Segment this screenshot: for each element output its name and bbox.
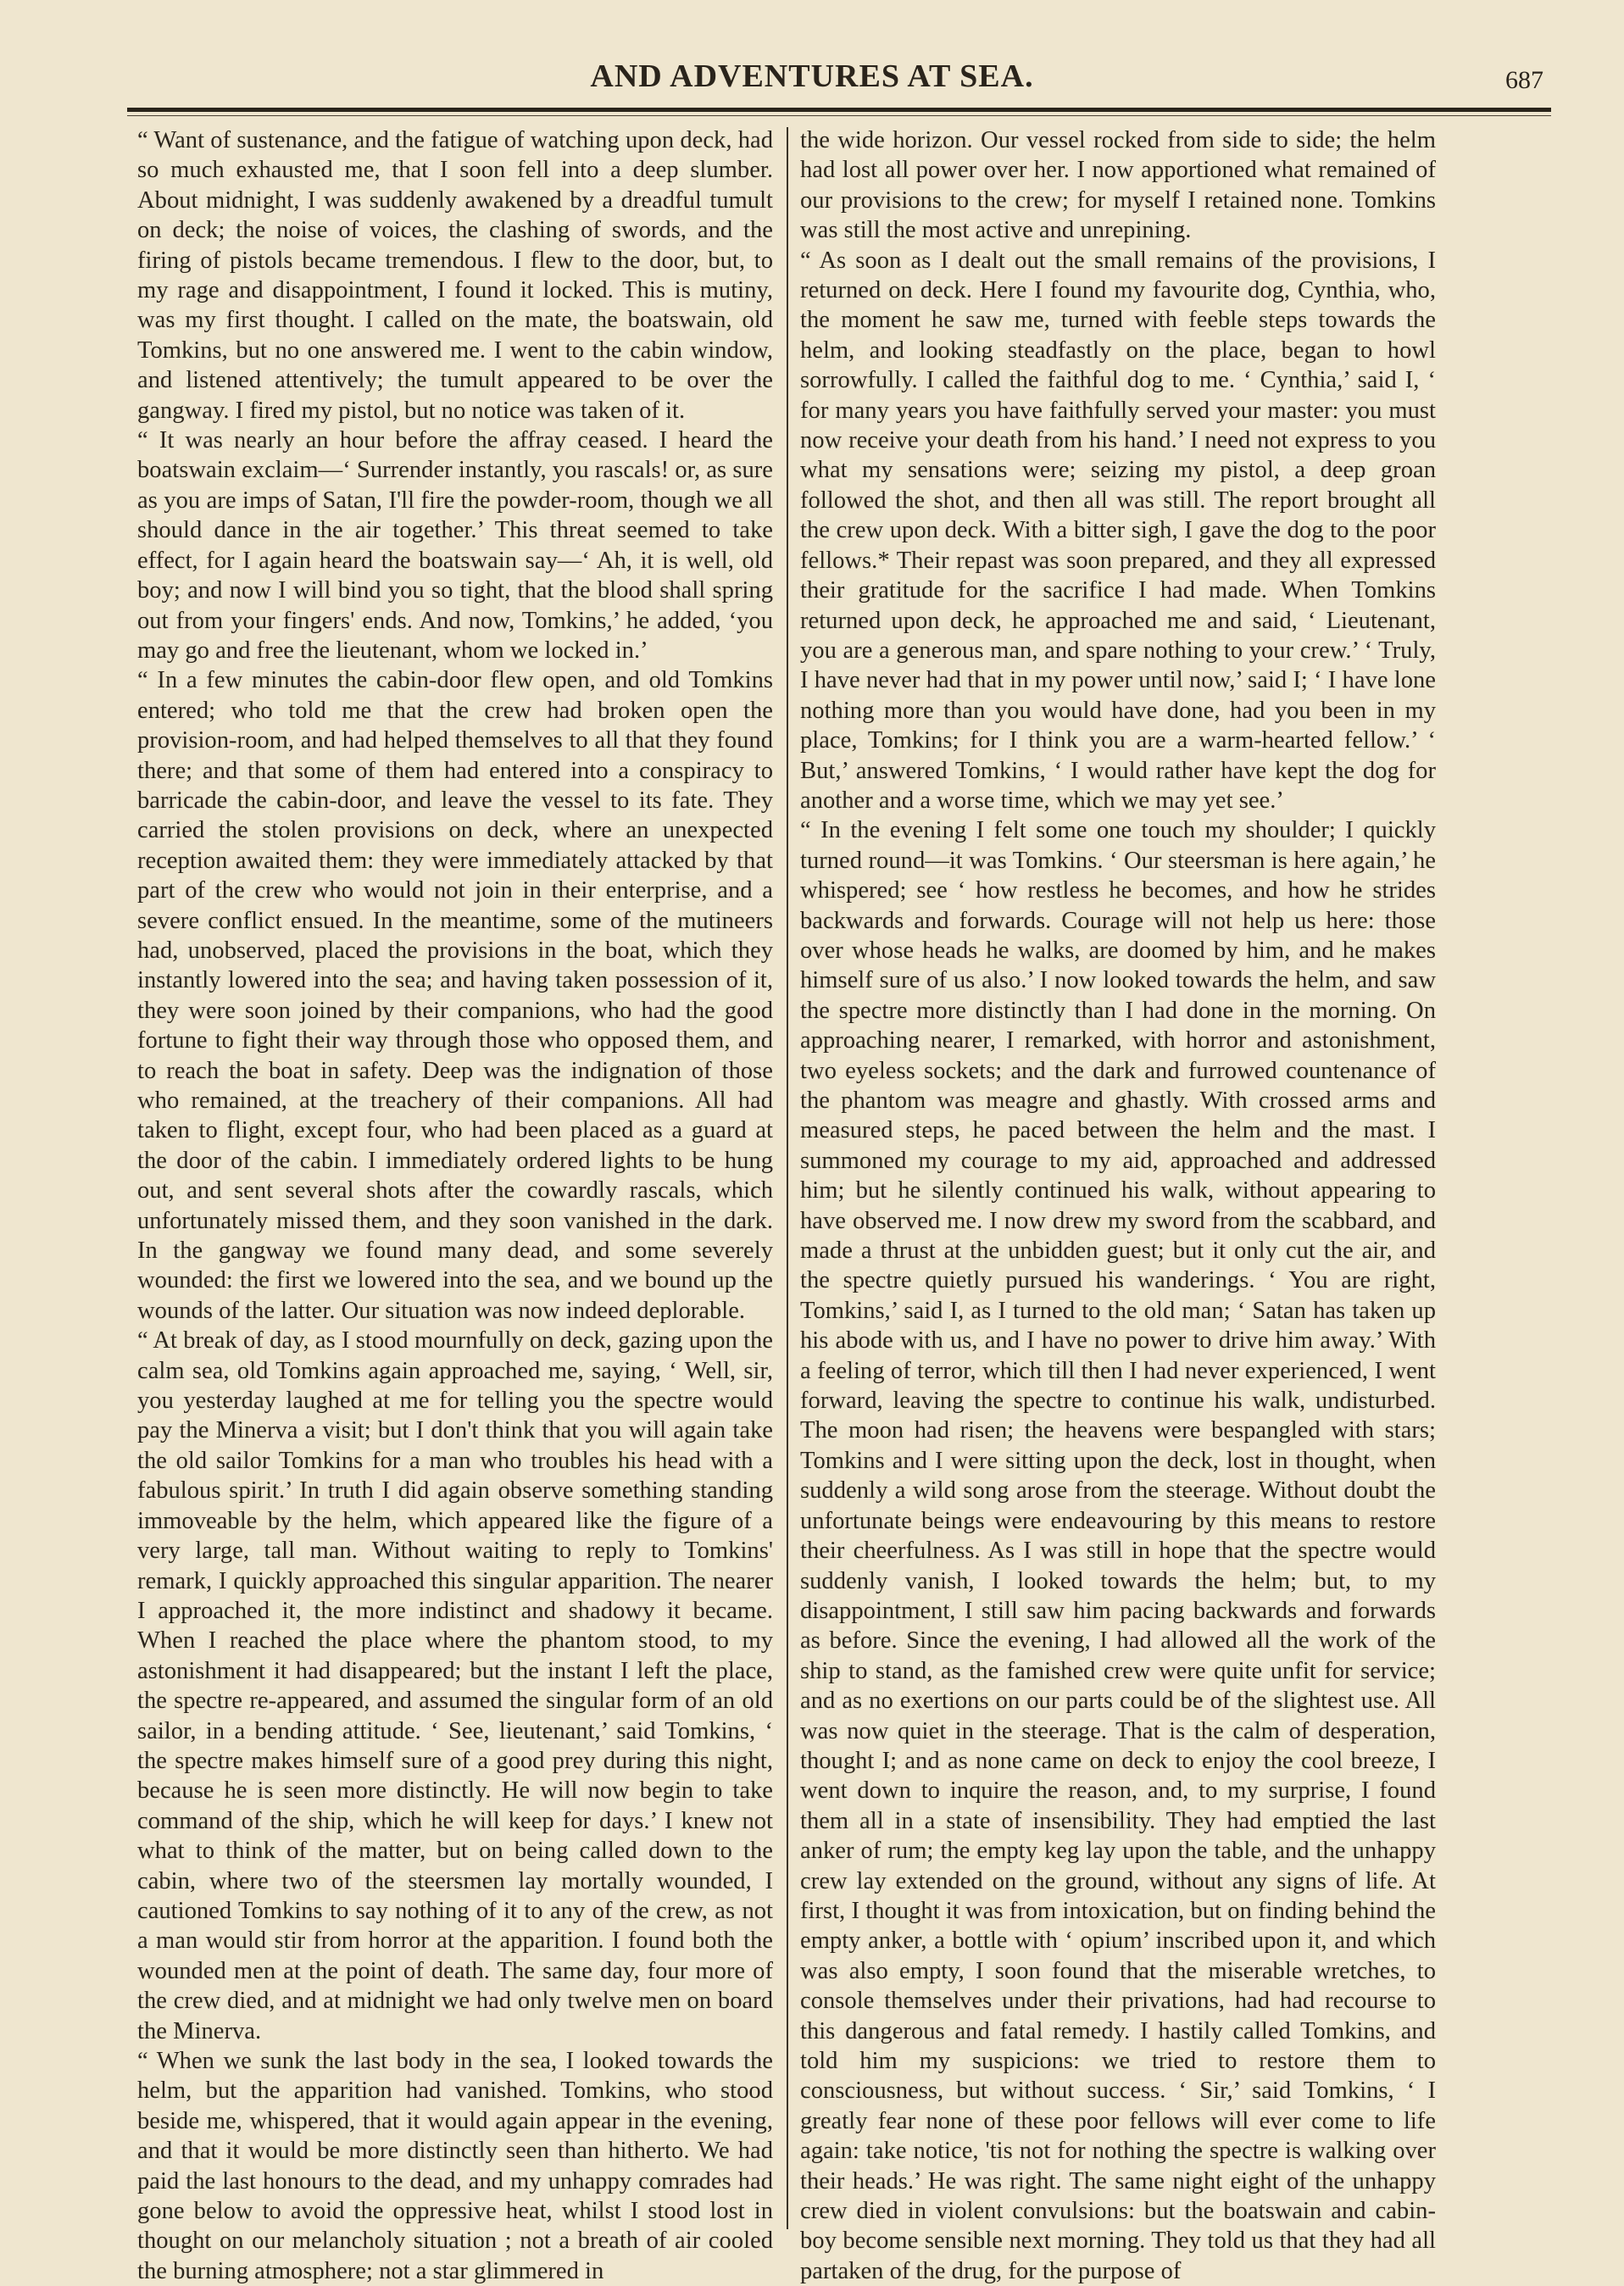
paragraph: the wide horizon. Our vessel rocked from side to side; the helm had lost all power over her. I now apportioned what remained of our provisions to the crew; for myself I retained none. Tomkins was still the most active and unrepining. bbox=[800, 127, 1436, 244]
paragraph: “ Want of sustenance, and the fatigue of watching upon deck, had so much exhausted me, that I soon fell into a deep slumber. About midnight, I was suddenly awakened by a dreadful tumult on deck; the noise of voices, the clashing of swords, and the firing of pistols became tremendous. I flew to the door, but, to my rage and disappointment, I found it locked. This is mutiny, was my first thought. I called on the mate, the boatswain, old Tomkins, but no one answered me. I went to the cabin window, and listened attentively; the tumult appeared to be over the gangway. I fired my pistol, but no notice was taken of it. bbox=[137, 127, 773, 424]
right-column bbox=[800, 125, 1436, 2284]
paragraph: “ In the evening I felt some one touch my shoulder; I quickly turned round—it was Tomkins. ‘ Our steersman is here again,’ he whispered; see ‘ how restless he becomes, and how he strides backwards and forwards. Courage will not help us here: those over whose heads he walks, are doomed by him, and he makes himself sure of us also.’ I now looked towards the helm, and saw the spectre more distinctly than I had done in the morning. On approaching nearer, I remarked, with horror and astonishment, two eyeless sockets; and the dark and furrowed countenance of the phantom was meagre and ghastly. With crossed arms and measured steps, he paced between the helm and the mast. I summoned my courage to my aid, approached and addressed him; but he silently continued his walk, without appearing to have observed me. I now drew my sword from the scabbard, and made a thrust at the unbidden guest; but it only cut the air, and the spectre quietly pursued his wanderings. ‘ You are right, Tomkins,’ said I, as I turned to the old man; ‘ Satan has taken up his abode with us, and I have no power to drive him away.’ With a feeling of terror, which till then I had never experienced, I went forward, leaving the spectre to continue his walk, undisturbed. The moon had risen; the heavens were bespangled with stars; Tomkins and I were sitting upon the deck, lost in thought, when suddenly a wild song arose from the steerage. Without doubt the unfortunate beings were endeavouring by this means to restore their cheerfulness. As I was still in hope that the spectre would suddenly vanish, I looked towards the helm; but, to my disappointment, I still saw him pacing backwards and forwards as before. Since the evening, I had allowed all the work of the ship to stand, as the famished crew were quite unfit for service; and as no exertions on our parts could be of the slightest use. All was now quiet in the steerage. That is the calm of desperation, thought I; and as none came on deck to enjoy the cool breeze, I went down to inquire the reason, and, to my surprise, I found them all in a state of insensibility. They had emptied the last anker of rum; the empty keg lay upon the table, and the unhappy crew lay extended on the ground, without any signs of life. At first, I thought it was from intoxication, but on finding behind the empty anker, a bottle with ‘ opium’ inscribed upon it, and which was also empty, I soon found that the miserable wretches, to console themselves under their privations, had had recourse to this dangerous and fatal remedy. I hastily called Tomkins, and told him my suspicions: we tried to restore them to consciousness, but without success. ‘ Sir,’ said Tomkins, ‘ I greatly fear none of these poor fellows will ever come to life again: take notice, 'tis not for nothing the spectre is walking over their heads.’ He was right. The same night eight of the unhappy crew died in violent convulsions: but the boatswain and cabin-boy become sensible next morning. They told us that they had all partaken of the drug, for the purpose of bbox=[800, 817, 1436, 2284]
left-column bbox=[137, 125, 773, 2284]
paragraph: “ When we sunk the last body in the sea, I looked towards the helm, but the apparition had vanished. Tomkins, who stood beside me, whispered, that it would again appear in the evening, and that it would be more distinctly seen than hitherto. We had paid the last honours to the dead, and my unhappy comrades had gone below to avoid the oppressive heat, whilst I stood lost in thought on our melancholy situation ; not a breath of air cooled the burning atmosphere; not a star glimmered in bbox=[137, 2048, 773, 2284]
paragraph: “ In a few minutes the cabin-door flew open, and old Tomkins entered; who told me that the crew had broken open the provision-room, and had helped themselves to all that they found there; and that some of them had entered into a conspiracy to barricade the cabin-door, and leave the vessel to its fate. They carried the stolen provisions on deck, where an unexpected reception awaited them: they were immediately attacked by that part of the crew who would not join in their enterprise, and a severe conflict ensued. In the meantime, some of the mutineers had, unobserved, placed the provisions in the boat, which they instantly lowered into the sea; and having taken possession of it, they were soon joined by their companions, who had the good fortune to fight their way through those who opposed them, and to reach the boat in safety. Deep was the indignation of those who remained, at the treachery of their companions. All had taken to flight, except four, who had been placed as a guard at the door of the cabin. I immediately ordered lights to be hung out, and sent several shots after the cowardly rascals, which unfortunately missed them, and they soon vanished in the dark. In the gangway we found many dead, and some severely wounded: the first we lowered into the sea, and we bound up the wounds of the latter. Our situation was now indeed deplorable. bbox=[137, 667, 773, 1324]
paragraph: “ It was nearly an hour before the affray ceased. I heard the boatswain exclaim—‘ Surrender instantly, you rascals! or, as sure as you are imps of Satan, I'll fire the powder-room, though we all should dance in the air together.’ This threat seemed to take effect, for I again heard the boatswain say—‘ Ah, it is well, old boy; and now I will bind you so tight, that the blood shall spring out from your fingers' ends. And now, Tomkins,’ he added, ‘you may go and free the lieutenant, whom we locked in.’ bbox=[137, 427, 773, 664]
paragraph: “ At break of day, as I stood mournfully on deck, gazing upon the calm sea, old Tomkins again approached me, saying, ‘ Well, sir, you yesterday laughed at me for telling you the spectre would pay the Minerva a visit; but I don't think that you will again take the old sailor Tomkins for a man who troubles his head with a fabulous spirit.’ In truth I did again observe something standing immoveable by the helm, which appeared like the figure of a very large, tall man. Without waiting to reply to Tomkins' remark, I quickly approached this singular apparition. The nearer I approached it, the more indistinct and shadowy it became. When I reached the place where the phantom stood, to my astonishment it had disappeared; but the instant I left the place, the spectre re-appeared, and assumed the singular form of an old sailor, in a bending attitude. ‘ See, lieutenant,’ said Tomkins, ‘ the spectre makes himself sure of a good prey during this night, because he is seen more distinctly. He will now begin to take command of the ship, which he will keep for days.’ I knew not what to think of the matter, but on being called down to the cabin, where two of the steersmen lay mortally wounded, I cautioned Tomkins to say nothing of it to any of the crew, as not a man would stir from horror at the apparition. I found both the wounded men at the point of death. The same day, four more of the crew died, and at midnight we had only twelve men on board the Minerva. bbox=[137, 1327, 773, 2044]
running-header: AND ADVENTURES AT SEA. bbox=[590, 58, 1034, 94]
header-rule bbox=[127, 108, 1551, 112]
header-rule-thin bbox=[127, 115, 1551, 116]
paragraph: “ As soon as I dealt out the small remains of the provisions, I returned on deck. Here I found my favourite dog, Cynthia, who, the moment he saw me, turned with feeble steps towards the helm, and looking steadfastly on the place, began to howl sorrowfully. I called the faithful dog to me. ‘ Cynthia,’ said I, ‘ for many years you have faithfully served your master: you must now receive your death from his hand.’ I need not express to you what my sensations were; seizing my pistol, a deep groan followed the shot, and then all was still. The report brought all the crew upon deck. With a bitter sigh, I gave the dog to the poor fellows.* Their repast was soon prepared, and they all expressed their gratitude for the sacrifice I had made. When Tomkins returned upon deck, he approached me and said, ‘ Lieutenant, you are a generous man, and spare nothing to your crew.’ ‘ Truly, I have never had that in my power until now,’ said I; ‘ I have lone nothing more than you would have done, had you been in my place, Tomkins; for I think you are a warm-hearted fellow.’ ‘ But,’ answered Tomkins, ‘ I would rather have kept the dog for another and a worse time, which we may yet see.’ bbox=[800, 247, 1436, 814]
column-divider bbox=[787, 127, 788, 2229]
page-number: 687 bbox=[1505, 66, 1543, 94]
